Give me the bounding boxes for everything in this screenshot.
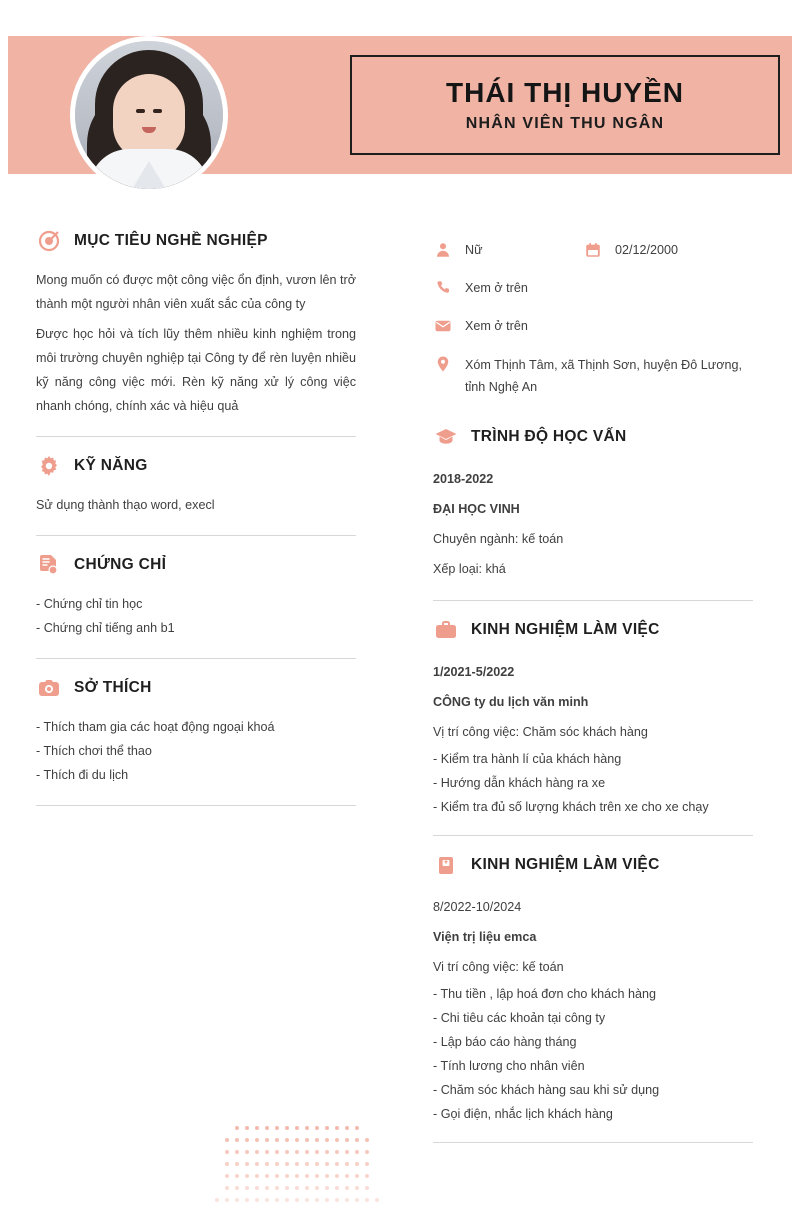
dot-pattern-decoration: [215, 1126, 390, 1216]
experience-position: Vị trí công việc: Chăm sóc khách hàng: [433, 725, 648, 739]
full-name: THÁI THỊ HUYỀN: [446, 77, 684, 108]
name-box: [350, 55, 780, 155]
camera-icon: [36, 675, 62, 701]
section-education: [433, 424, 753, 584]
info-gender: [433, 240, 583, 260]
info-value: Xóm Thịnh Tâm, xã Thịnh Sơn, huyện Đô Lương, tỉnh Nghệ An: [465, 358, 742, 394]
experience-task: - Gọi điện, nhắc lịch khách hàng: [433, 1107, 613, 1121]
hobby-item: - Thích đi du lịch: [36, 768, 129, 782]
info-value: Xem ở trên: [465, 281, 528, 295]
graduation-cap-icon: [433, 424, 459, 450]
experience-task: - Tính lương cho nhân viên: [433, 1059, 585, 1073]
phone-icon: [433, 278, 453, 298]
certificate-item: - Chứng chỉ tin học: [36, 597, 143, 611]
education-major: Chuyên ngành: kế toán: [433, 532, 564, 546]
skill-item: Sử dụng thành thạo word, execl: [36, 498, 215, 512]
section-title: TRÌNH ĐỘ HỌC VẤN: [471, 428, 627, 445]
experience-position: Vi trí công việc: kế toán: [433, 960, 564, 974]
person-icon: [433, 240, 453, 260]
section-title: KỸ NĂNG: [74, 457, 148, 474]
section-experience-2: [433, 852, 753, 1126]
objective-paragraph-1: Mong muốn có được một công việc ổn định, vươn lên trở thành một người nhân viên xuất sắc của công ty: [36, 273, 356, 311]
experience-company: CÔNG ty du lịch văn minh: [433, 695, 589, 709]
education-grade: Xếp loại: khá: [433, 562, 506, 576]
spacer: [583, 278, 753, 298]
education-school: ĐẠI HỌC VINH: [433, 502, 520, 516]
experience-company: Viện trị liệu emca: [433, 930, 537, 944]
section-title: CHỨNG CHỈ: [74, 556, 167, 573]
avatar: [70, 36, 228, 194]
spacer: [583, 316, 753, 336]
divider: [433, 835, 753, 836]
section-education-header: [433, 424, 753, 450]
objective-paragraph-2: Được học hỏi và tích lũy thêm nhiều kinh nghiệm trong môi trường chuyên nghiệp tại Công ty để rèn luyện nhiều kỹ năng công việc mới. Rèn kỹ năng xử lý công việc nhanh chóng, chính xác và hiệu quả: [36, 327, 356, 413]
experience-period: 8/2022-10/2024: [433, 900, 522, 914]
job-title: NHÂN VIÊN THU NGÂN: [465, 115, 665, 132]
section-experience-2-header: [433, 852, 753, 878]
section-skills-header: [36, 453, 356, 479]
experience-task: - Kiểm tra hành lí của khách hàng: [433, 752, 622, 766]
hobby-item: - Thích chơi thể thao: [36, 744, 152, 758]
avatar-photo: [75, 41, 223, 189]
building-icon: [433, 852, 459, 878]
divider: [433, 600, 753, 601]
gear-icon: [36, 453, 62, 479]
experience-task: - Thu tiền , lập hoá đơn cho khách hàng: [433, 987, 656, 1001]
info-value: Xem ở trên: [465, 319, 528, 333]
certificate-icon: [36, 552, 62, 578]
divider: [433, 1142, 753, 1143]
target-icon: [36, 228, 62, 254]
experience-period: 1/2021-5/2022: [433, 665, 515, 679]
experience-task: - Chi tiêu các khoản tại công ty: [433, 1011, 606, 1025]
info-value: 02/12/2000: [615, 243, 679, 257]
info-birthday: [583, 240, 753, 260]
right-column: [433, 240, 753, 1159]
experience-task: - Lập báo cáo hàng tháng: [433, 1035, 577, 1049]
section-title: MỤC TIÊU NGHỀ NGHIỆP: [74, 232, 268, 249]
personal-info: [433, 240, 753, 398]
location-icon: [433, 354, 453, 374]
info-address: [433, 354, 753, 398]
divider: [36, 658, 356, 659]
section-objective-header: [36, 228, 356, 254]
info-value: Nữ: [465, 243, 483, 257]
section-experience-1: [433, 617, 753, 819]
section-title: KINH NGHIỆM LÀM VIỆC: [471, 621, 660, 638]
experience-task: - Kiểm tra đủ số lượng khách trên xe cho xe chạy: [433, 800, 709, 814]
section-experience-1-header: [433, 617, 753, 643]
info-phone: [433, 278, 583, 298]
section-hobbies-header: [36, 675, 356, 701]
experience-task: - Hướng dẫn khách hàng ra xe: [433, 776, 606, 790]
certificate-item: - Chứng chỉ tiếng anh b1: [36, 621, 175, 635]
section-title: KINH NGHIỆM LÀM VIỆC: [471, 856, 660, 873]
divider: [36, 535, 356, 536]
briefcase-icon: [433, 617, 459, 643]
hobby-item: - Thích tham gia các hoạt động ngoại khoá: [36, 720, 275, 734]
calendar-icon: [583, 240, 603, 260]
left-column: [36, 228, 356, 822]
mail-icon: [433, 316, 453, 336]
section-certificates-header: [36, 552, 356, 578]
divider: [36, 805, 356, 806]
divider: [36, 436, 356, 437]
info-email: [433, 316, 583, 336]
education-period: 2018-2022: [433, 472, 494, 486]
experience-task: - Chăm sóc khách hàng sau khi sử dụng: [433, 1083, 660, 1097]
section-title: SỞ THÍCH: [74, 679, 152, 696]
